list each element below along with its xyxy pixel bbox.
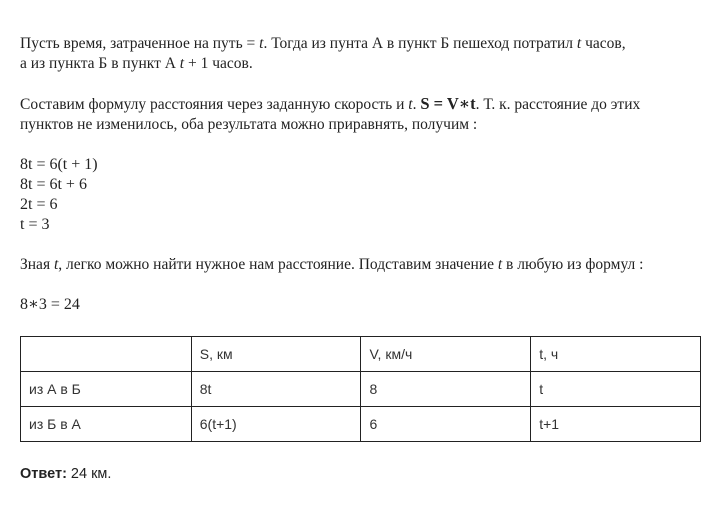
intro-text-4: а из пункта Б в пункт А — [20, 55, 180, 72]
formula-text-1: Составим формулу расстояния через заданную скорость и — [20, 96, 409, 113]
intro-text-5: + 1 часов. — [184, 55, 253, 72]
table-header-cell: V, км/ч — [361, 337, 531, 372]
table-cell: из А в Б — [21, 372, 192, 407]
var-t: t — [408, 96, 413, 113]
var-t: t — [179, 55, 185, 72]
intro-text-1: Пусть время, затраченное на путь = — [20, 35, 260, 52]
var-t: t — [53, 256, 59, 273]
var-t: t — [497, 256, 503, 273]
distance-formula: S = V∗t — [420, 94, 476, 113]
formula-text-3: . Т. к. расстояние до этих — [475, 96, 641, 113]
table-header-row — [21, 337, 701, 372]
paragraph-formula — [20, 94, 710, 135]
table-cell: 8t — [191, 372, 361, 407]
answer-line — [20, 466, 111, 482]
table-cell: 6 — [361, 407, 531, 442]
answer-label: Ответ: — [20, 466, 67, 482]
paragraph-intro — [20, 34, 710, 74]
var-t: t — [576, 35, 582, 52]
answer-value: 24 км. — [66, 466, 112, 482]
table-row — [21, 372, 701, 407]
solution-text — [20, 34, 710, 315]
table-cell: 8 — [361, 372, 531, 407]
table-row — [21, 407, 701, 442]
data-table — [20, 336, 701, 442]
table-header-cell: S, км — [191, 337, 361, 372]
equation-3: 2t = 6 — [20, 196, 58, 213]
formula-text-4: пунктов не изменилось, оба результата можно приравнять, получим : — [20, 116, 478, 133]
paragraph-substitute — [20, 255, 710, 275]
table-cell: 6(t+1) — [191, 407, 361, 442]
table-header-cell: t, ч — [531, 337, 701, 372]
subst-text-2: , легко можно найти нужное нам расстояние. Подставим значение — [58, 256, 498, 273]
calculation: 8∗3 = 24 — [20, 296, 80, 313]
table-cell: t+1 — [531, 407, 701, 442]
equation-1: 8t = 6(t + 1) — [20, 156, 98, 173]
intro-text-2: . Тогда из пунта А в пункт Б пешеход потратил — [263, 35, 577, 52]
equation-4: t = 3 — [20, 216, 50, 233]
var-t: t — [259, 35, 264, 52]
table-header-cell — [21, 337, 192, 372]
intro-text-3: часов, — [581, 35, 626, 52]
table-cell: t — [531, 372, 701, 407]
formula-text-2: . — [412, 96, 421, 113]
subst-text-3: в любую из формул : — [502, 256, 644, 273]
table-cell: из Б в А — [21, 407, 192, 442]
subst-text-1: Зная — [20, 256, 54, 273]
equation-2: 8t = 6t + 6 — [20, 176, 87, 193]
